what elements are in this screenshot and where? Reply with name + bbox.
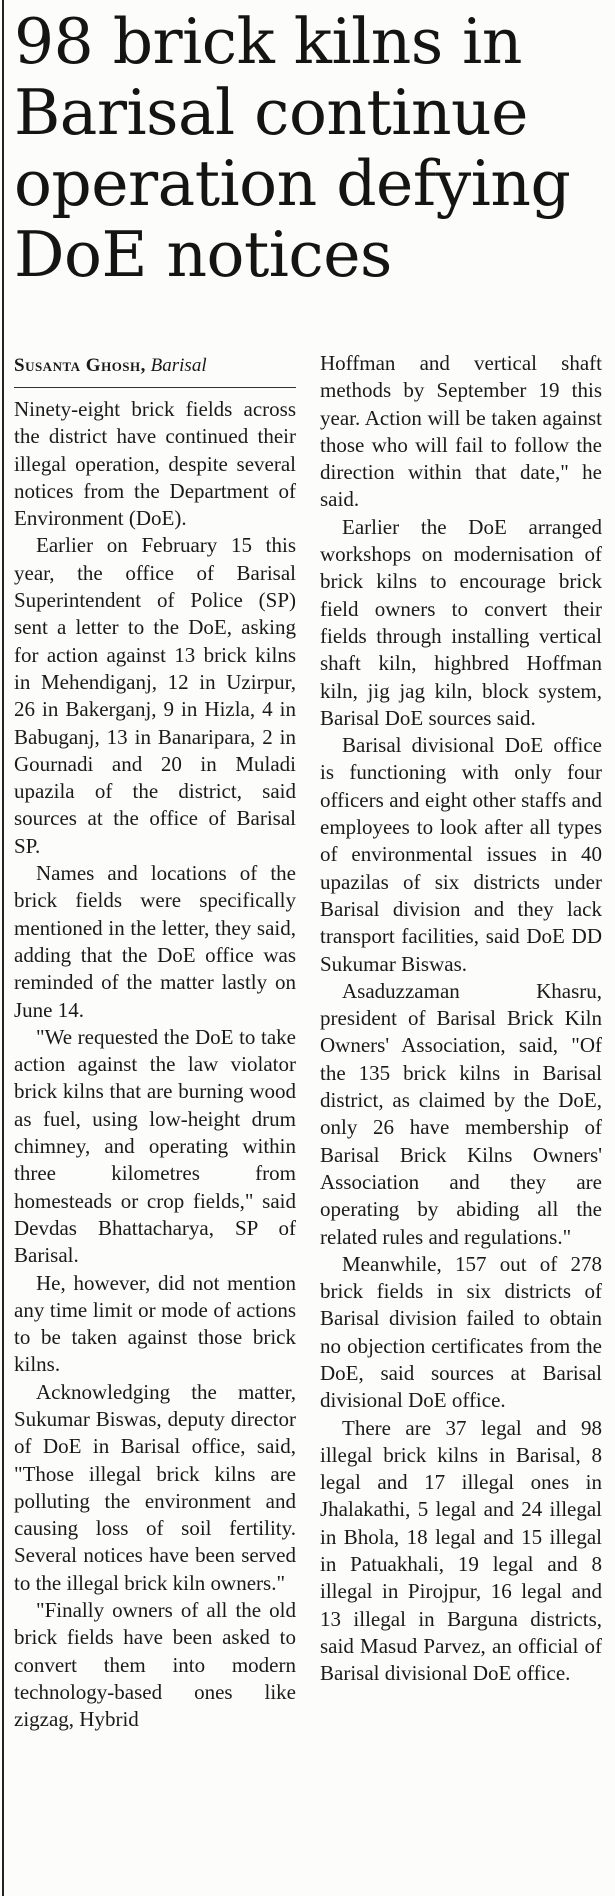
paragraph: "Finally owners of all the old brick fields have been asked to convert them into modern technology-based ones like zigzag, Hybrid: [14, 1598, 296, 1732]
byline-author: Susanta Ghosh,: [14, 355, 146, 376]
paragraph: Meanwhile, 157 out of 278 brick fields in six districts of Barisal division failed to obtain no objection certificates from the DoE, said sources at Barisal divisional DoE office.: [320, 1251, 602, 1413]
article-body: [14, 350, 602, 1890]
paragraph: Names and locations of the brick fields were specifically mentioned in the letter, they said, adding that the DoE office was reminded of the matter lastly on June 14.: [14, 861, 296, 1022]
paragraph: Asaduzzaman Khasru, president of Barisal Brick Kiln Owners' Association, said, "Of the 135 brick kilns in Barisal district, as claimed by the DoE, only 26 have membership of Barisal Brick Kilns Owners' Association and they are operating by abiding all the related rules and regulations.": [320, 978, 602, 1249]
paragraph-continued: Hoffman and vertical shaft methods by September 19 this year. Action will be taken against those who will fail to follow the direction within that date," he said.: [320, 351, 602, 512]
paragraph: Earlier the DoE arranged workshops on modernisation of brick kilns to encourage brick field owners to convert their fields through installing vertical shaft kiln, highbred Hoffman kiln, jig jag kiln, block system, Barisal DoE sources said.: [320, 514, 602, 730]
paragraph: Earlier on February 15 this year, the office of Barisal Superintendent of Police (SP) sent a letter to the DoE, asking for action against 13 brick kilns in Mehendiganj, 12 in Uzirpur, 26 in Bakerganj, 9 in Hizla, 4 in Babuganj, 13 in Banaripara, 2 in Gournadi and 20 in Muladi upazila of the district, said sources at the office of Barisal SP.: [14, 533, 296, 858]
paragraph: "We requested the DoE to take action against the law violator brick kilns that are burning wood as fuel, using low-height drum chimney, and operating within three kilometres from homesteads or crop fields," said Devdas Bhattacharya, SP of Barisal.: [14, 1024, 296, 1268]
paragraph: Acknowledging the matter, Sukumar Biswas, deputy director of DoE in Barisal office, said, "Those illegal brick kilns are polluting the environment and causing loss of soil fertility. Several notices have been served to the illegal brick kiln owners.": [14, 1379, 296, 1595]
paragraph: There are 37 legal and 98 illegal brick kilns in Barisal, 8 legal and 17 illegal ones in Jhalakathi, 5 legal and 24 illegal in Bhola, 18 legal and 15 illegal in Patuakhali, 19 legal and 8 illegal in Pirojpur, 16 legal and 13 illegal in Barguna districts, said Masud Parvez, an official of Barisal divisional DoE office.: [320, 1415, 602, 1686]
paragraph: Ninety-eight brick fields across the district have continued their illegal operation, despite several notices from the Department of Environment (DoE).: [14, 397, 296, 531]
byline: [14, 354, 296, 388]
column-1: [14, 350, 296, 1890]
column-2: [320, 350, 602, 1890]
headline: 98 brick kilns in Barisal continue operation defying DoE notices: [14, 5, 571, 291]
byline-location: Barisal: [150, 355, 207, 376]
paragraph: Barisal divisional DoE office is functioning with only four officers and eight other staffs and employees to look after all types of environmental issues in 40 upazilas of six districts under Barisal division and they lack transport facilities, said DoE DD Sukumar Biswas.: [320, 733, 602, 976]
column-rule: [2, 0, 4, 1896]
paragraph: He, however, did not mention any time limit or mode of actions to be taken against those brick kilns.: [14, 1270, 296, 1377]
